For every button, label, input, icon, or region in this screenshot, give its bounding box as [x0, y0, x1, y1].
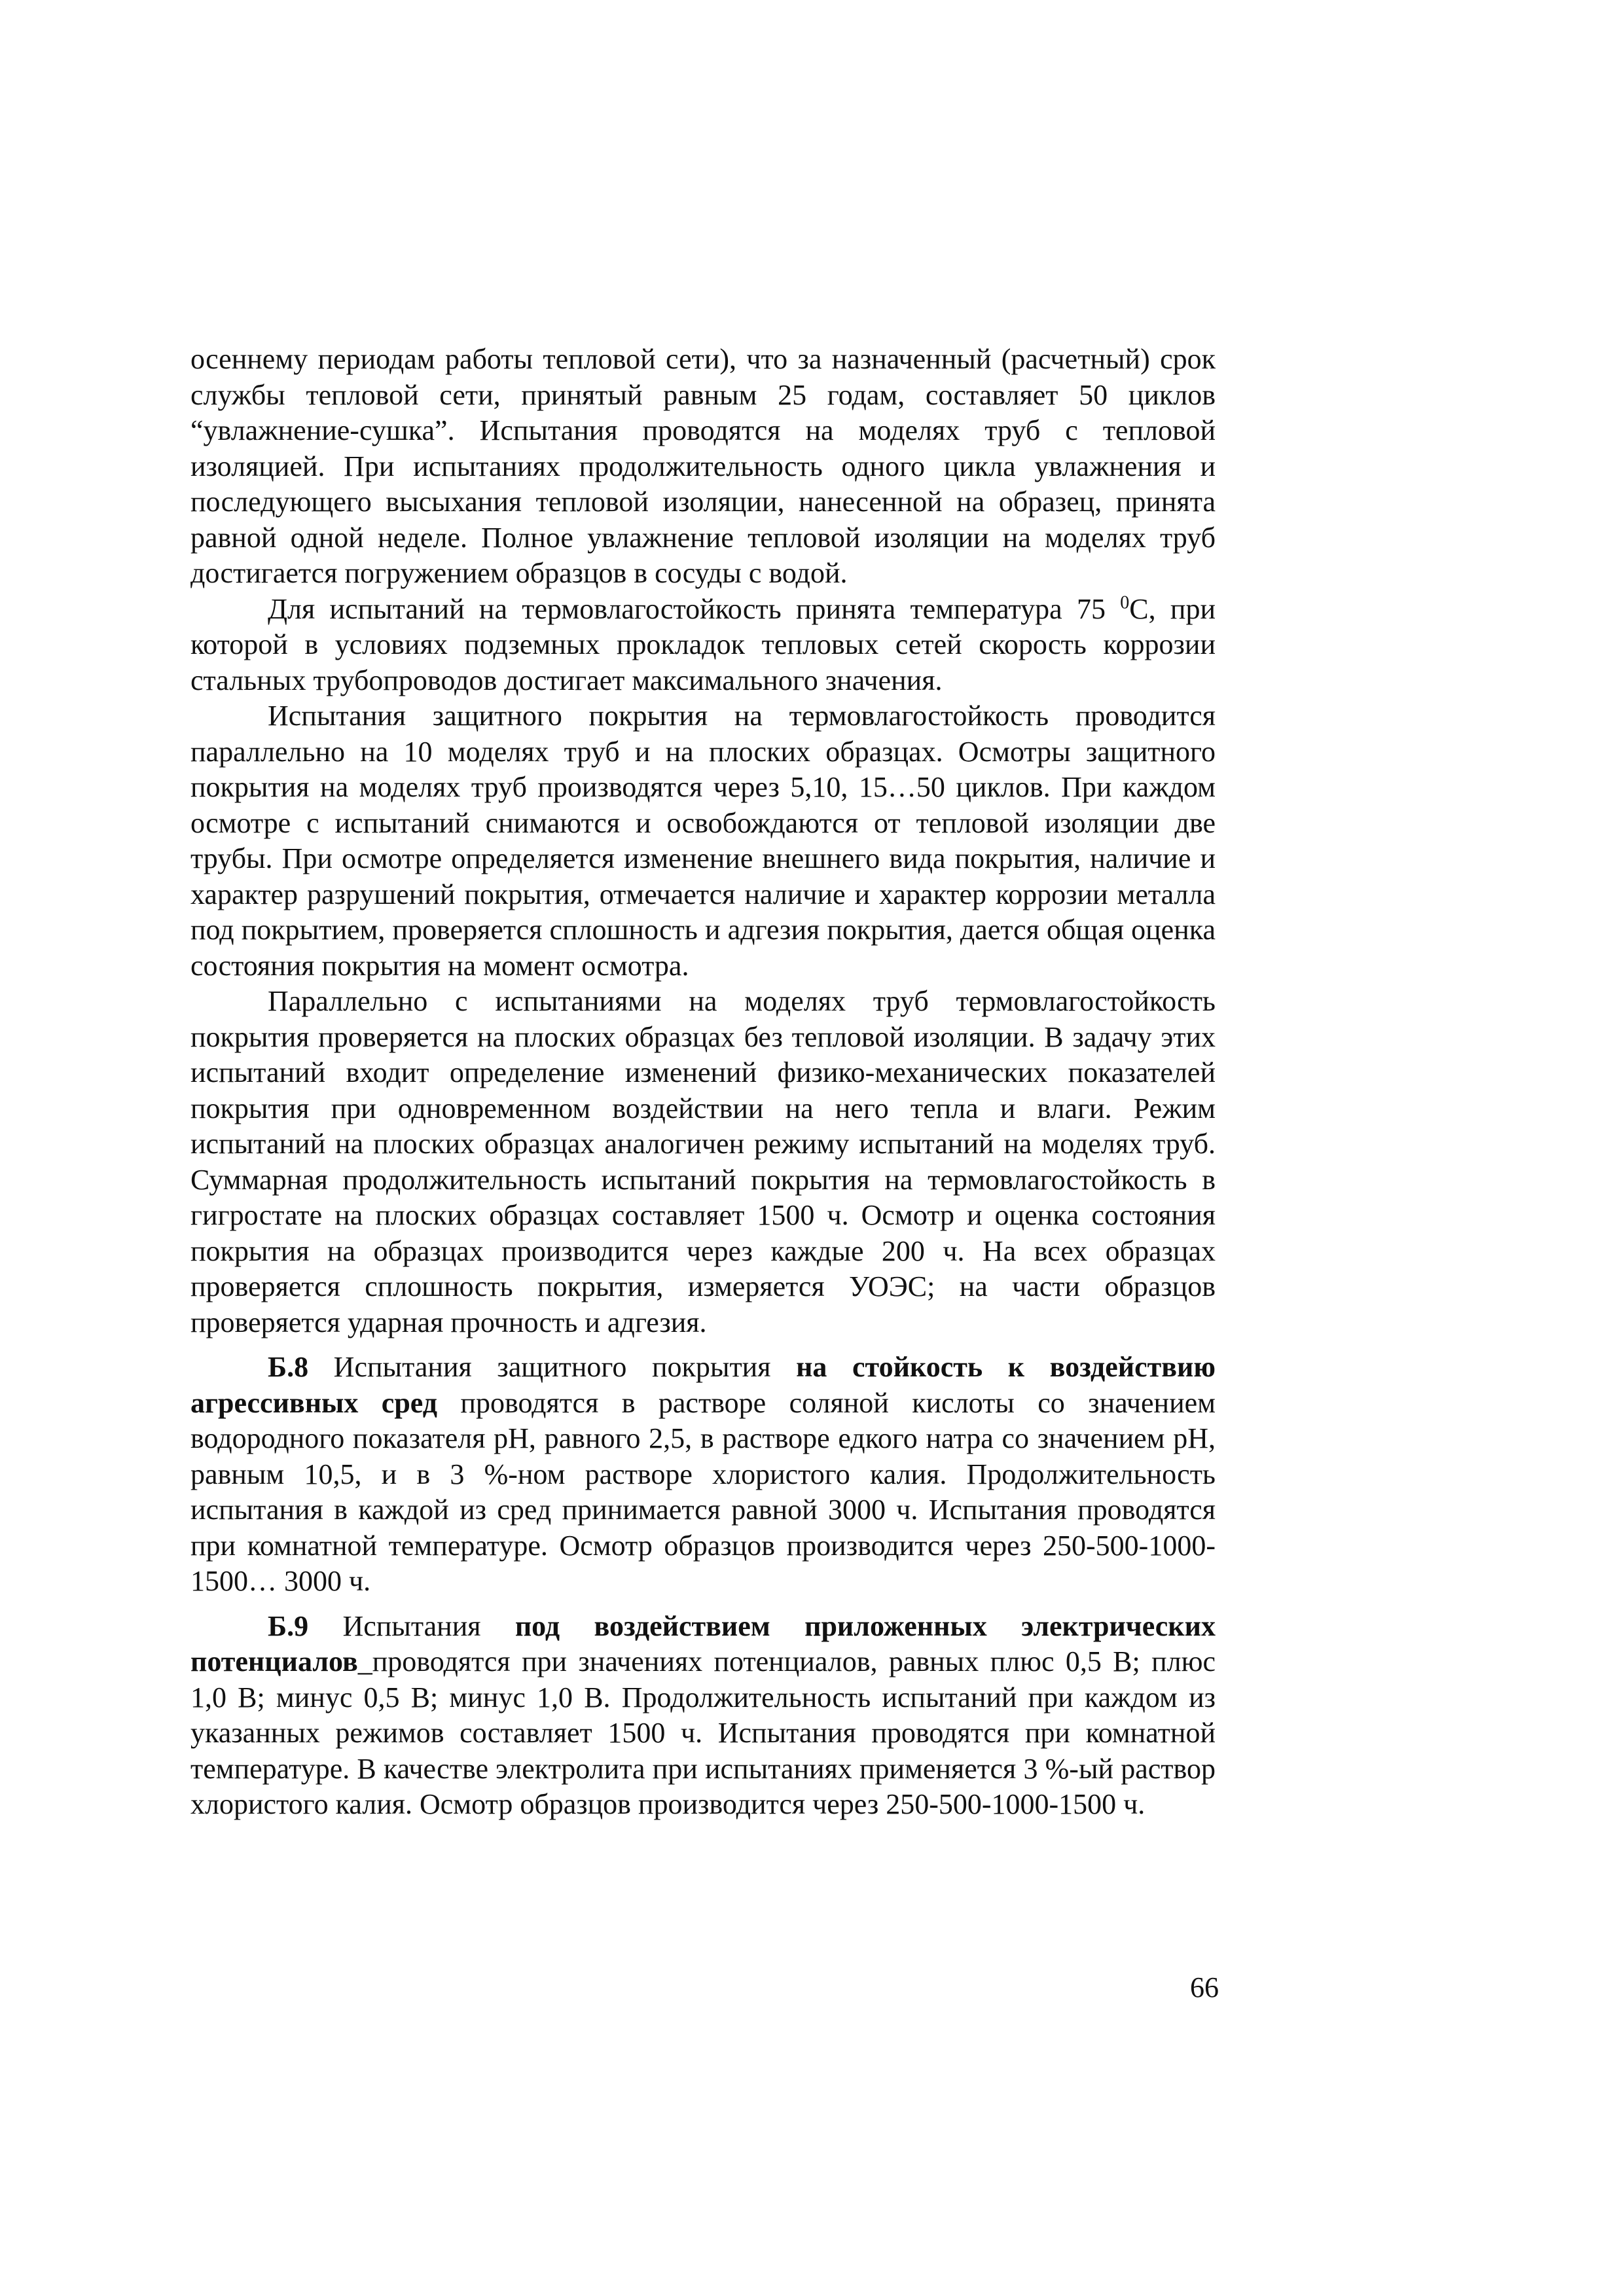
emphasis-text: на стойкость к воздействию агрессивных сред	[190, 1351, 1216, 1419]
paragraph-flat-sample-tests: Параллельно с испытаниями на моделях труб термовлагостойкость покрытия проверяется на плоских образцах без тепловой изоляции. В задачу этих испытаний входит определение изменений физико-механических показателей покрытия при одновременном воздействии на него тепла и влаги. Режим испытаний на плоских образцах аналогичен режиму испытаний на моделях труб. Суммарная продолжительность испытаний покрытия на термовлагостойкость в гигростате на плоских образцах составляет 1500 ч. Осмотр и оценка состояния покрытия на образцах производится через каждые 200 ч. На всех образцах проверяется сплошность покрытия, измеряется УОЭС; на части образцов проверяется ударная прочность и адгезия.	[190, 985, 1216, 1338]
paragraph-text: Для испытаний на термовлагостойкость принята температура 75	[268, 592, 1121, 625]
paragraph-text: _проводятся при значениях потенциалов, равных плюс 0,5 В; плюс 1,0 В; минус 0,5 В; минус 1,0 В. Продолжительность испытаний при каждом из указанных режимов составляет 1500 ч. Испытания проводятся при комнатной температуре. В качестве электролита при испытаниях применяется 3 %-ый раствор хлористого калия. Осмотр образцов производится через 250-500-1000-1500 ч.	[190, 1645, 1216, 1820]
section-b9	[190, 1609, 1216, 1823]
section-b8	[190, 1350, 1216, 1600]
emphasis-text: под воздействием приложенных электрических потенциалов	[190, 1609, 1216, 1677]
paragraph-text: С, при которой в условиях подземных прокладок тепловых сетей скорость коррозии стальных трубопроводов достигает максимального значения.	[190, 592, 1216, 696]
section-number: Б.8	[268, 1351, 309, 1383]
paragraph-test-temperature	[190, 592, 1216, 699]
paragraph-text: Испытания защитного покрытия	[308, 1351, 797, 1383]
paragraph-pipe-model-tests: Испытания защитного покрытия на термовлагостойкость проводится параллельно на 10 моделях труб и на плоских образцах. Осмотры защитного покрытия на моделях труб производятся через 5,10, 15…50 циклов. При каждом осмотре с испытаний снимаются и освобождаются от тепловой изоляции две трубы. При осмотре определяется изменение внешнего вида покрытия, наличие и характер разрушений покрытия, отмечается наличие и характер коррозии металла под покрытием, проверяется сплошность и адгезия покрытия, дается общая оценка состояния покрытия на момент осмотра.	[190, 700, 1216, 982]
degree-superscript: 0	[1120, 592, 1130, 613]
document-body	[190, 342, 1216, 1823]
paragraph-text: проводятся в растворе соляной кислоты со значением водородного показателя рН, равного 2,5, в растворе едкого натра со значением рН, равным 10,5, и в 3 %-ном растворе хлористого калия. Продолжительность испытания в каждой из сред принимается равной 3000 ч. Испытания проводятся при комнатной температуре. Осмотр образцов производится через 250-500-1000-1500… 3000 ч.	[190, 1386, 1216, 1597]
page-number: 66	[1190, 1971, 1219, 2003]
paragraph-text: Испытания	[308, 1609, 515, 1642]
section-number: Б.9	[268, 1609, 309, 1642]
paragraph-continuation: осеннему периодам работы тепловой сети), что за назначенный (расчетный) срок службы тепловой сети, принятый равным 25 годам, составляет 50 циклов “увлажнение-сушка”. Испытания проводятся на моделях труб с тепловой изоляцией. При испытаниях продолжительность одного цикла увлажнения и последующего высыхания тепловой изоляции, нанесенной на образец, принята равной одной неделе. Полное увлажнение тепловой изоляции на моделях труб достигается погружением образцов в сосуды с водой.	[190, 343, 1216, 589]
